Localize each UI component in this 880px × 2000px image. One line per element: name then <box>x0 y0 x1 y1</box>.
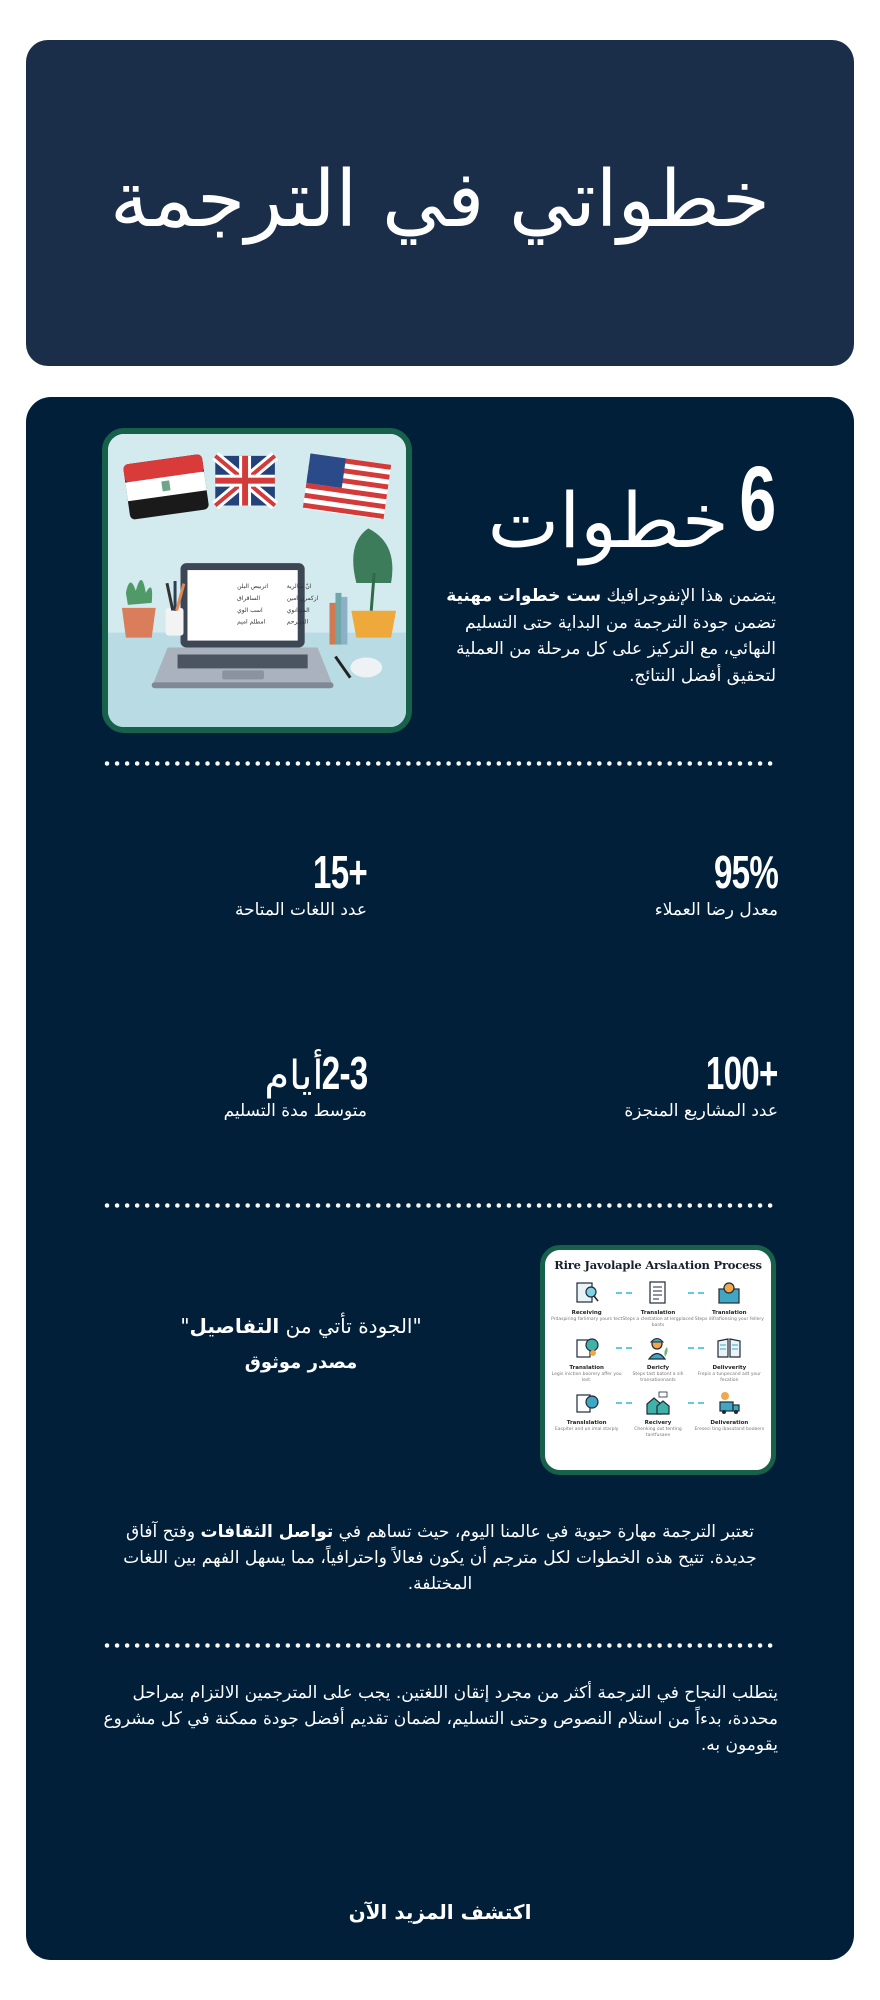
process-step <box>622 1335 693 1384</box>
quote-text-part: " <box>180 1314 190 1338</box>
process-step <box>622 1280 693 1329</box>
header-banner <box>26 40 854 366</box>
step-description: Ereseci ting ibasutand boobers <box>694 1427 765 1432</box>
step-title: Deliveration <box>710 1420 749 1426</box>
quote-text-bold: التفاصيل <box>189 1314 280 1338</box>
svg-text:ازكمرن امين: ازكمرن امين <box>286 594 319 602</box>
process-steps-grid <box>545 1272 771 1439</box>
step-description: Steps a clestation at lergplaced bants <box>622 1317 694 1328</box>
worker-icon <box>645 1335 671 1361</box>
step-description: Legis iniction boorery affer you lest. <box>551 1372 622 1383</box>
step-title: Translation <box>569 1365 604 1371</box>
stat-projects <box>478 1047 778 1123</box>
process-step <box>551 1335 622 1384</box>
translation-process-illustration <box>540 1245 776 1475</box>
quote-source: مصدر موثوق <box>244 1352 358 1373</box>
delivery-truck-icon <box>716 1390 742 1416</box>
step-title: Receiving <box>571 1310 602 1316</box>
stat-delivery-time <box>67 1047 367 1123</box>
step-description: Frepis a tunpecand adt your fecation <box>697 1372 761 1383</box>
step-title: Recivery <box>644 1420 672 1426</box>
intro-section <box>446 448 776 689</box>
stat-label: معدل رضا العملاء <box>654 900 778 920</box>
usa-flag-icon <box>303 454 391 520</box>
stat-languages <box>67 846 367 922</box>
step-description: Chenking out tenting tantfusaee <box>634 1427 682 1438</box>
success-requirements-paragraph: يتطلب النجاح في الترجمة أكثر من مجرد إتقان اللغتين. يجب على المترجمين الالتزام بمراحل محددة، بدءاً من استلام النصوص وحتى التسليم، لضمان تقديم أفضل جودة ممكنة في كل مشروع يقومون به. <box>103 1683 778 1755</box>
stat-value: 2-3 <box>321 1047 367 1099</box>
step-description: Easpiter and un imal starply <box>554 1427 619 1432</box>
svg-text:الساقراق: الساقراق <box>237 594 261 602</box>
process-step <box>694 1335 765 1384</box>
stat-value: +100 <box>706 1047 778 1099</box>
step-description: Steps tast batont a sih transationnants <box>632 1372 684 1383</box>
dotted-divider <box>102 761 778 766</box>
step-description: Steps difrafionsing your fellery <box>694 1317 764 1322</box>
stat-value: +15 <box>312 846 367 898</box>
stat-value-unit: أيام <box>264 1053 324 1099</box>
svg-text:انّ مبالرية: انّ مبالرية <box>286 582 312 590</box>
houses-icon <box>645 1390 671 1416</box>
svg-text:الميبرحم: الميبرحم <box>286 618 309 626</box>
process-step <box>551 1280 622 1329</box>
document-search-icon <box>574 1280 600 1306</box>
dotted-divider <box>102 1203 778 1208</box>
stat-value: 95% <box>713 846 778 898</box>
document-head-icon <box>574 1390 600 1416</box>
svg-text:اسب الوي: اسب الوي <box>237 606 263 614</box>
discover-more-link[interactable]: اكتشف المزيد الآن <box>348 1900 532 1924</box>
document-chat-icon <box>574 1335 600 1361</box>
svg-text:اتربيص البلن: اتربيص البلن <box>237 582 269 590</box>
uk-flag-icon <box>215 456 275 506</box>
process-step <box>551 1390 622 1439</box>
quote-text-part: "الجودة تأتي من <box>279 1314 422 1338</box>
step-description: Prdaspiring farlimary yours tect <box>551 1317 623 1322</box>
page-title: خطواتي في الترجمة <box>110 155 770 245</box>
svg-text:امطلم اميم: امطلم اميم <box>237 618 266 626</box>
laptop-flags-illustration-icon <box>108 434 406 727</box>
dotted-divider <box>102 1643 778 1648</box>
step-title: Delivverity <box>712 1365 747 1371</box>
intro-text-part: تضمن جودة الترجمة من البداية حتى التسليم النهائي، مع التركيز على كل مرحلة من العملية لتحقيق أفضل النتائج. <box>456 612 776 686</box>
process-step <box>622 1390 693 1439</box>
process-step <box>694 1390 765 1439</box>
quote-text <box>136 1312 466 1340</box>
paragraph-text-part: وفتح آفاق جديدة. تتيح هذه الخطوات لكل مترجم أن يكون فعالاً واحترافياً، مما يسهل الفهم بين اللغات المختلفة. <box>123 1522 757 1594</box>
document-icon <box>645 1280 671 1306</box>
steps-count-word: خطوات <box>487 476 729 565</box>
egypt-flag-icon <box>123 454 209 520</box>
stat-client-satisfaction <box>478 846 778 922</box>
main-content-card <box>26 397 854 1960</box>
paragraph-text-bold: تواصل الثقافات <box>200 1522 334 1542</box>
paragraph-text-part: تعتبر الترجمة مهارة حيوية في عالمنا اليوم، حيث تساهم في <box>333 1522 754 1542</box>
steps-count-heading <box>446 448 776 565</box>
stat-label: عدد المشاريع المنجزة <box>624 1101 778 1121</box>
stat-label: عدد اللغات المتاحة <box>234 900 367 920</box>
intro-text-part: يتضمن هذا الإنفوجرافيك <box>601 586 776 606</box>
step-title: Dericfy <box>646 1365 670 1371</box>
step-title: Translation <box>712 1310 747 1316</box>
step-title: Translslation <box>566 1420 607 1426</box>
stat-label: متوسط مدة التسليم <box>223 1101 367 1121</box>
translation-importance-paragraph <box>102 1519 778 1597</box>
quote-block <box>136 1312 466 1373</box>
open-book-icon <box>716 1335 742 1361</box>
process-step <box>694 1280 765 1329</box>
intro-text-bold: ست خطوات مهنية <box>446 586 602 606</box>
process-title: Rire Javolaple Arslaᴀtion Process <box>554 1258 762 1272</box>
steps-count-number: 6 <box>739 448 776 550</box>
intro-paragraph <box>446 583 776 689</box>
translation-desk-illustration <box>102 428 412 733</box>
svg-text:المبدانوي: المبدانوي <box>286 606 310 614</box>
envelope-person-icon <box>716 1280 742 1306</box>
step-title: Translation <box>640 1310 676 1316</box>
